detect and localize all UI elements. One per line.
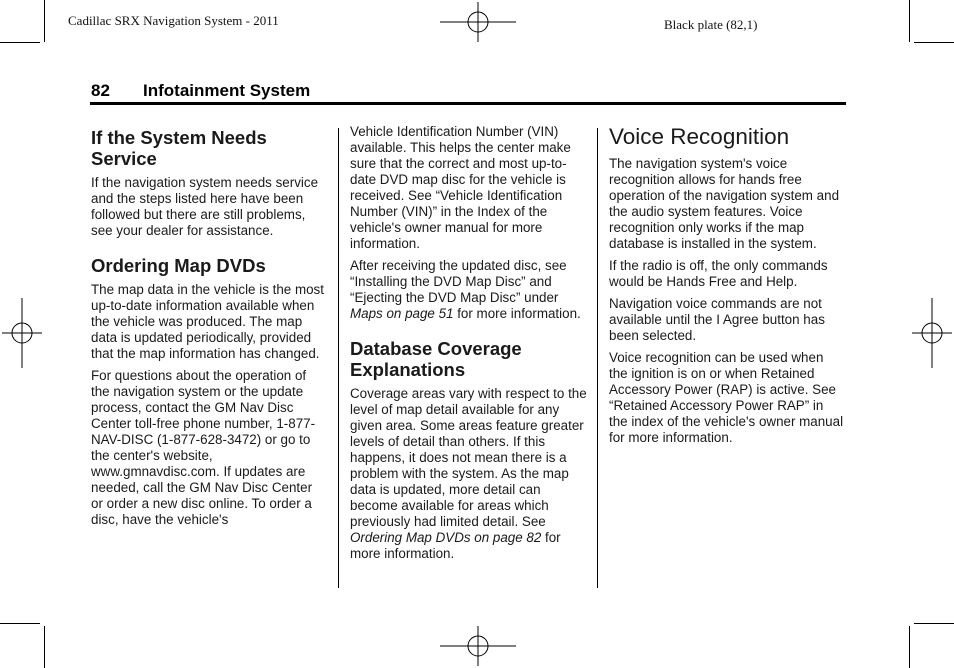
paragraph: If the radio is off, the only commands would be Hands Free and Help. bbox=[609, 258, 828, 289]
crop-mark-top-left-h bbox=[0, 42, 40, 43]
page-number: 82 bbox=[91, 81, 110, 100]
column-divider-2 bbox=[597, 128, 598, 588]
crop-mark-bottom-right-v bbox=[909, 626, 910, 668]
text-run: for more information. bbox=[350, 530, 561, 561]
section-title: Infotainment System bbox=[143, 81, 311, 100]
column-divider-1 bbox=[338, 128, 339, 588]
paragraph: The map data in the vehicle is the most up-to-date information available when the vehicle was produced. The map data is updated periodically, provided that the map information has changed. bbox=[91, 282, 324, 361]
column-3 bbox=[609, 124, 845, 452]
crop-mark-top-right-h bbox=[914, 42, 954, 43]
paragraph: Navigation voice commands are not available until the I Agree button has been selected. bbox=[609, 296, 825, 343]
paragraph: If the navigation system needs service and the steps listed here have been followed but there are still problems, see your dealer for assistance. bbox=[91, 175, 319, 238]
text-run: for more information. bbox=[453, 306, 581, 321]
text-run: After receiving the updated disc, see “Installing the DVD Map Disc” and “Ejecting the DVD Map Disc” under bbox=[350, 258, 567, 305]
section-title-large: Voice Recognition bbox=[609, 124, 790, 149]
cross-reference: Ordering Map DVDs on page 82 bbox=[350, 530, 542, 545]
column-1 bbox=[91, 124, 327, 534]
paragraph: For questions about the operation of the navigation system or the update process, contact the GM Nav Disc Center toll-free phone number, 1-877-NAV-DISC (1-877-628-3472) or go to the center's website, www.gmnavdisc.com. If updates are needed, call the GM Nav Disc Center or order a new disc online. To order a disc, have the vehicle's bbox=[91, 368, 316, 527]
crop-mark-top-left-v bbox=[44, 0, 45, 42]
registration-mark-left bbox=[2, 298, 42, 368]
column-2 bbox=[350, 124, 588, 568]
section-heading: Ordering Map DVDs bbox=[91, 255, 266, 276]
paragraph: Vehicle Identification Number (VIN) available. This helps the center make sure that the correct and most up-to-date DVD map disc for the vehicle is received. See “Vehicle Identification Number (VIN)” in the Index of the vehicle's owner manual for more information. bbox=[350, 124, 571, 251]
section-heading: If the System Needs Service bbox=[91, 127, 267, 169]
registration-mark-top bbox=[440, 2, 516, 42]
paragraph bbox=[350, 258, 588, 322]
crop-mark-bottom-right-h bbox=[914, 623, 954, 624]
paragraph bbox=[350, 386, 588, 562]
crop-mark-top-right-v bbox=[909, 0, 910, 42]
header-rule bbox=[90, 102, 846, 105]
cross-reference: Maps on page 51 bbox=[350, 306, 454, 321]
paragraph: The navigation system's voice recognition allows for hands free operation of the navigation system and the audio system features. Voice recognition only works if the map database is installed in the system. bbox=[609, 156, 840, 251]
plate-label: Black plate (82,1) bbox=[664, 17, 758, 32]
document-title: Cadillac SRX Navigation System - 2011 bbox=[68, 13, 279, 28]
section-heading: Database Coverage Explanations bbox=[350, 338, 522, 380]
paragraph: Voice recognition can be used when the ignition is on or when Retained Accessory Power (RAP) is active. See “Retained Accessory Power RAP” in the index of the vehicle's owner manual for more information. bbox=[609, 350, 844, 445]
registration-mark-right bbox=[912, 298, 952, 368]
crop-mark-bottom-left-h bbox=[0, 623, 40, 624]
registration-mark-bottom bbox=[440, 626, 516, 666]
text-run: Coverage areas vary with respect to the level of map detail available for any given area. Some areas feature greater levels of detail than others. If this happens, it does not mean there is a problem with the system. As the map data is updated, more detail can become available for areas which previously had limited detail. See bbox=[350, 386, 587, 529]
crop-mark-bottom-left-v bbox=[44, 626, 45, 668]
